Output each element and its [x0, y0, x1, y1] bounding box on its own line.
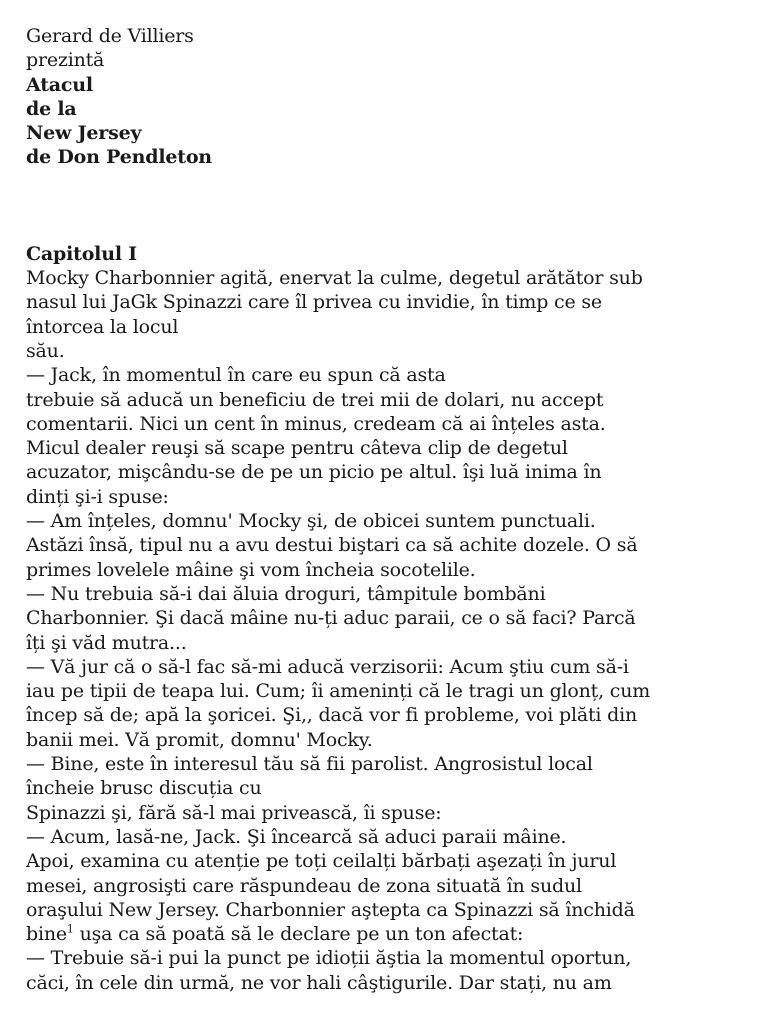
body-line: Spinazzi şi, fără să-l mai privească, îi spuse: — [26, 801, 442, 824]
section-gap — [26, 170, 756, 242]
body-line: banii mei. Vă promit, domnu' Mocky. — [26, 728, 373, 751]
body-line: Mocky Charbonnier agită, enervat la culme, degetul arătător sub — [26, 267, 643, 290]
body-line: Astăzi însă, tipul nu a avu destui biştari ca să achite dozele. O să — [26, 534, 638, 557]
body-line: Apoi, examina cu atenție pe toți ceilalți bărbați aşezați în jurul — [26, 850, 617, 873]
document-page — [26, 24, 756, 995]
body-line: Charbonnier. Şi dacă mâine nu-ți aduc paraii, ce o să faci? Parcă — [26, 607, 636, 630]
book-author-line: de Don Pendleton — [26, 146, 212, 169]
presents-line: prezintă — [26, 49, 105, 72]
body-line: — Vă jur că o să-l fac să-mi aducă verzisorii: Acum ştiu cum să-i — [26, 655, 629, 678]
body-line: Micul dealer reuşi să scape pentru câteva clip de degetul — [26, 437, 568, 460]
body-line: dinți şi-i spuse: — [26, 485, 169, 508]
body-line: oraşului New Jersey. Charbonnier aştepta ca Spinazzi să închidă — [26, 898, 635, 921]
body-line: încep să de; apă la şoricei. Şi,, dacă vor fi probleme, voi plăti din — [26, 704, 638, 727]
body-line: — Jack, în momentul în care eu spun că asta — [26, 364, 446, 387]
body-line: mesei, angrosişti care răspundeau de zona situată în sudul — [26, 874, 582, 897]
body-line: primes lovelele mâine şi vom încheia socotelile. — [26, 558, 476, 581]
body-line: — Nu trebuia să-i dai ăluia droguri, tâmpitule bombăni — [26, 582, 546, 605]
book-title-line-2: de la — [26, 97, 77, 120]
body-line-with-footnote — [26, 922, 756, 946]
body-line: trebuie să aducă un beneficiu de trei mii de dolari, nu accept — [26, 388, 604, 411]
body-line: său. — [26, 339, 65, 362]
body-line: comentarii. Nici un cent în minus, credeam că ai înțeles asta. — [26, 412, 606, 435]
body-line: — Acum, lasă-ne, Jack. Şi încearcă să aduci paraii mâine. — [26, 825, 567, 848]
body-line-end: uşa ca să poată să le declare pe un ton afectat: — [73, 923, 524, 946]
book-title-line-3: New Jersey — [26, 122, 142, 145]
book-title-line-1: Atacul — [26, 73, 93, 96]
body-line: iau pe tipii de teapa lui. Cum; îi ameninți că le tragi un glonț, cum — [26, 680, 651, 703]
body-line: — Am înțeles, domnu' Mocky şi, de obicei suntem punctuali. — [26, 510, 596, 533]
chapter-heading: Capitolul I — [26, 242, 137, 265]
author-line: Gerard de Villiers — [26, 25, 194, 47]
footnote-marker: 1 — [66, 922, 74, 936]
body-line: — Trebuie să-i pui la punct pe idioții ăştia la momentul oportun, — [26, 947, 632, 970]
body-line-start: bine — [26, 923, 67, 946]
body-line: acuzator, mişcându-se de pe un picio pe altul. îşi luă inima în — [26, 461, 602, 484]
body-line: încheie brusc discuția cu — [26, 777, 262, 800]
body-line: căci, în cele din urmă, ne vor hali câştigurile. Dar stați, nu am — [26, 971, 612, 994]
body-line: întorcea la locul — [26, 315, 179, 338]
body-line: nasul lui JaGk Spinazzi care îl privea cu invidie, în timp ce se — [26, 291, 602, 314]
body-line: îți şi văd mutra... — [26, 631, 187, 654]
body-line: — Bine, este în interesul tău să fii parolist. Angrosistul local — [26, 753, 593, 776]
